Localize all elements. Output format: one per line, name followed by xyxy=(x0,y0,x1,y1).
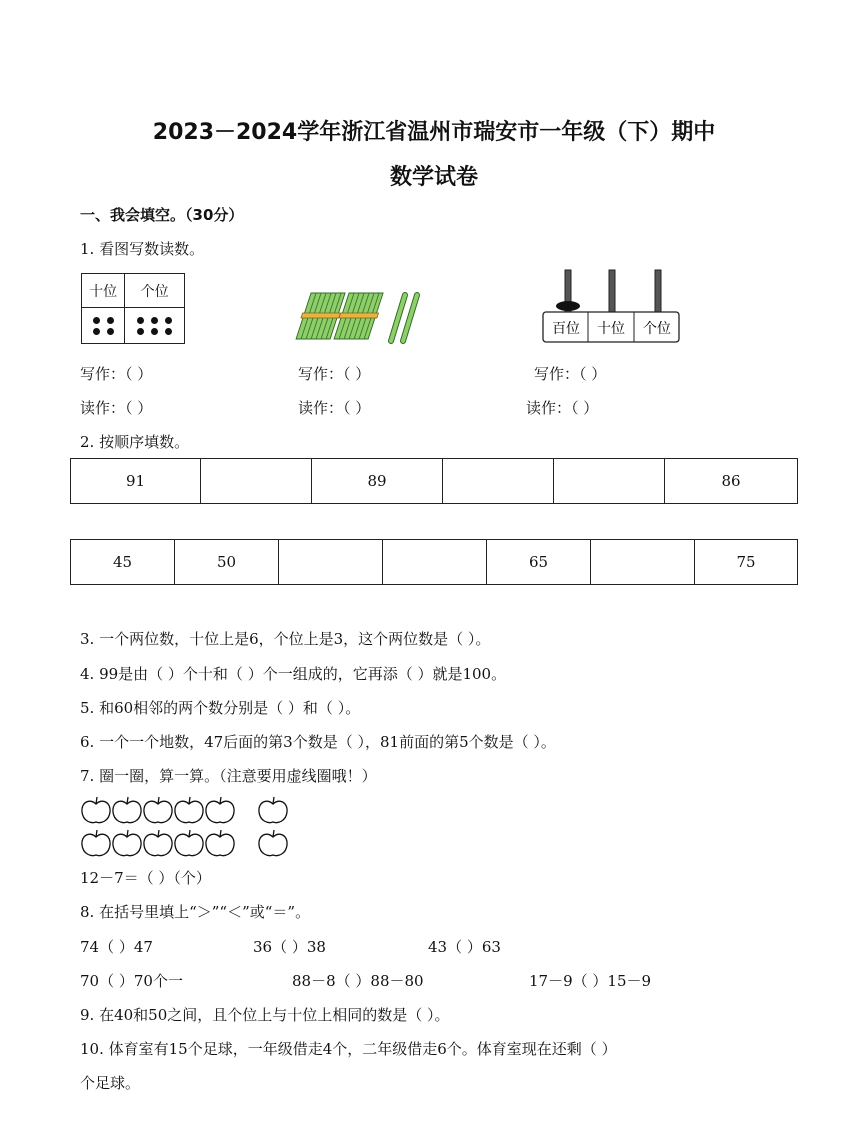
title-line-1: 2023－2024学年浙江省温州市瑞安市一年级（下）期中 xyxy=(152,120,716,145)
tens-header: 十位 xyxy=(82,274,125,308)
question-7-equation: 12－7＝（ ）（个） xyxy=(80,869,211,887)
sequence-cell[interactable] xyxy=(383,540,487,585)
title-line-2: 数学试卷 xyxy=(389,165,478,190)
counter-dot xyxy=(137,328,144,335)
read-blank-1[interactable]: 读作：（ ） xyxy=(80,399,153,417)
counter-dot xyxy=(107,317,114,324)
sequence-cell: 75 xyxy=(695,540,798,585)
question-9: 9. 在40和50之间，且个位上与十位上相同的数是（ ）。 xyxy=(80,1006,450,1024)
compare-item[interactable]: 17－9（ ）15－9 xyxy=(529,972,652,990)
sequence-cell[interactable] xyxy=(554,459,665,504)
sequence-cell: 45 xyxy=(71,540,175,585)
apple-icon xyxy=(175,797,203,823)
compare-item[interactable]: 43（ ）63 xyxy=(428,938,501,956)
tens-dots xyxy=(82,308,125,344)
apple-icon xyxy=(175,830,203,856)
section-heading: 一、我会填空。（30分） xyxy=(80,206,244,224)
counter-dot xyxy=(93,328,100,335)
sequence-cell: 91 xyxy=(71,459,201,504)
ones-dots xyxy=(125,308,185,344)
write-blank-3[interactable]: 写作：（ ） xyxy=(534,365,607,383)
question-3: 3. 一个两位数，十位上是6，个位上是3，这个两位数是（ ）。 xyxy=(80,630,491,648)
apple-icon xyxy=(113,830,141,856)
question-10-line-2: 个足球。 xyxy=(80,1074,141,1092)
write-blank-2[interactable]: 写作：（ ） xyxy=(298,365,371,383)
question-8: 8. 在括号里填上“＞”“＜”或“＝”。 xyxy=(80,903,311,921)
question-10: 10. 体育室有15个足球，一年级借走4个，二年级借走6个。体育室现在还剩（ ） xyxy=(80,1040,617,1058)
tens-label: 十位 xyxy=(597,321,625,337)
compare-item[interactable]: 88－8（ ）88－80 xyxy=(292,972,424,990)
sequence-cell: 89 xyxy=(312,459,443,504)
counter-dot xyxy=(151,317,158,324)
counter-dot xyxy=(137,317,144,324)
apple-icon xyxy=(206,830,234,856)
apple-icon xyxy=(113,797,141,823)
sequence-cell[interactable] xyxy=(279,540,383,585)
compare-item[interactable]: 74（ ）47 xyxy=(80,938,153,956)
number-sequence-table-1 xyxy=(70,458,798,504)
counter-dot xyxy=(165,317,172,324)
abacus-image xyxy=(540,266,682,346)
question-4: 4. 99是由（ ）个十和（ ）个一组成的，它再添（ ）就是100。 xyxy=(80,665,507,683)
apple-icon xyxy=(206,797,234,823)
sequence-cell: 50 xyxy=(175,540,279,585)
counter-dot xyxy=(93,317,100,324)
question-2: 2. 按顺序填数。 xyxy=(80,433,190,451)
apple-icon xyxy=(144,830,172,856)
number-sequence-table-2 xyxy=(70,539,798,585)
ones-header: 个位 xyxy=(125,274,185,308)
sequence-cell: 65 xyxy=(487,540,591,585)
question-6: 6. 一个一个地数，47后面的第3个数是（ ），81前面的第5个数是（ ）。 xyxy=(80,733,556,751)
apples-image xyxy=(80,793,300,859)
counter-dot xyxy=(107,328,114,335)
apple-icon xyxy=(259,797,287,823)
sequence-cell: 86 xyxy=(665,459,798,504)
question-7: 7. 圈一圈，算一算。（注意要用虚线圈哦！） xyxy=(80,767,377,785)
read-blank-2[interactable]: 读作：（ ） xyxy=(298,399,371,417)
abacus-bead xyxy=(556,301,580,311)
sequence-cell[interactable] xyxy=(443,459,554,504)
question-5: 5. 和60相邻的两个数分别是（ ）和（ ）。 xyxy=(80,699,361,717)
apple-icon xyxy=(259,830,287,856)
sequence-cell[interactable] xyxy=(201,459,312,504)
apple-icon xyxy=(144,797,172,823)
sequence-cell[interactable] xyxy=(591,540,695,585)
write-blank-1[interactable]: 写作：（ ） xyxy=(80,365,153,383)
counter-dot xyxy=(165,328,172,335)
ones-label: 个位 xyxy=(643,321,671,337)
stick-bundles-image xyxy=(295,283,425,345)
counter-dot xyxy=(151,328,158,335)
question-1: 1. 看图写数读数。 xyxy=(80,240,205,258)
place-value-table xyxy=(81,273,185,344)
read-blank-3[interactable]: 读作：（ ） xyxy=(526,399,599,417)
hundreds-label: 百位 xyxy=(552,321,580,337)
compare-item[interactable]: 36（ ）38 xyxy=(253,938,326,956)
apple-icon xyxy=(82,830,110,856)
compare-item[interactable]: 70（ ）70个一 xyxy=(80,972,183,990)
apple-icon xyxy=(82,797,110,823)
